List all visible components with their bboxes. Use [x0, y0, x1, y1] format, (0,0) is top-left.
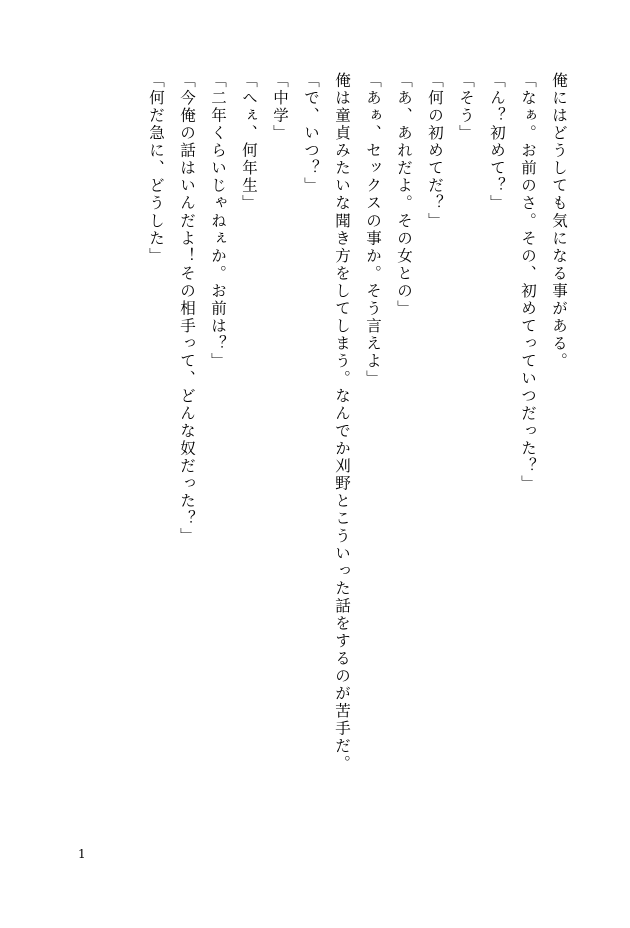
paragraph-line: 「へぇ、何年生」: [240, 72, 258, 213]
paragraph-line: 「あぁ、セックスの事か。そう言えよ」: [364, 72, 382, 388]
paragraph-line: 俺は童貞みたいな聞き方をしてしまう。なんでか刈野とこういった話をするのが苦手だ。: [333, 72, 351, 773]
paragraph-line: 「で、いつ？」: [302, 72, 320, 195]
paragraph-line: 「なぁ。お前のさ。その、初めてっていつだった？」: [519, 72, 537, 493]
paragraph-line: 「何の初めてだ？」: [426, 72, 444, 230]
paragraph-line: 「ん？初めて？」: [488, 72, 506, 213]
paragraph-line: 「何だ急に、どうした」: [147, 72, 165, 265]
paragraph-line: 「中学」: [271, 72, 289, 143]
paragraph-line: 「二年くらいじゃねぇか。お前は？」: [209, 72, 227, 370]
vertical-text-body: [54, 72, 574, 832]
paragraph-line: 「今俺の話はいんだよ！その相手って、どんな奴だった？」: [178, 72, 196, 545]
paragraph-line: 俺にはどうしても気になる事がある。: [550, 72, 568, 370]
paragraph-line: 「そう」: [457, 72, 475, 143]
page-number: 1: [78, 847, 86, 861]
paragraph-line: 「あ、あれだよ。その女との」: [395, 72, 413, 318]
